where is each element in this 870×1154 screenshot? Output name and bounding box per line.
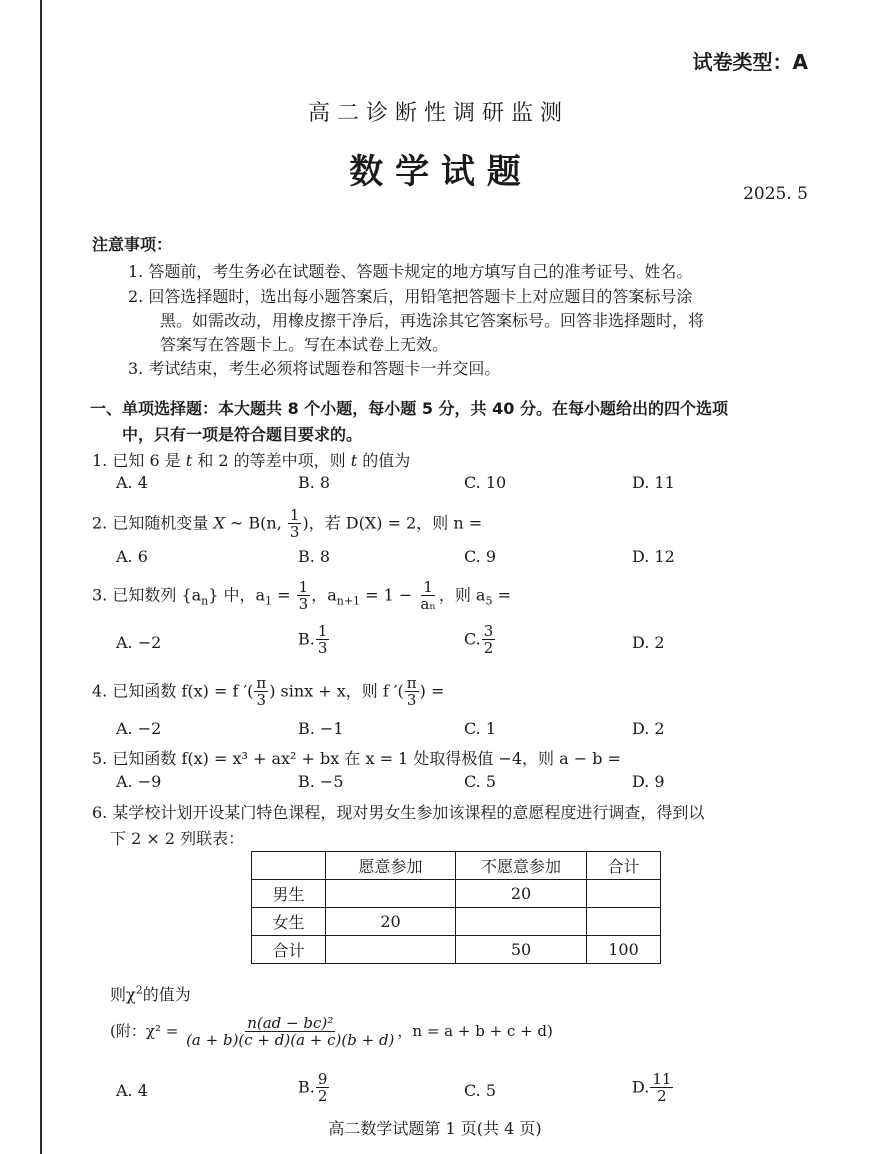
table-cell xyxy=(326,936,456,964)
table-row xyxy=(252,880,661,908)
exam-subtitle: 高 二 诊 断 性 调 研 监 测 xyxy=(308,101,562,126)
q6-stem-line-2: 下 2 × 2 列联表： xyxy=(110,829,245,848)
notice-heading: 注意事项： xyxy=(92,235,173,254)
q3-stem: 3. 已知数列 $\{a_n\}$ 中，$a_1$ = $\frac{1}{3}$ ，$a_{n+1} = 1$ − $\frac{1}{\text{aₙ}}$ ，则 $a_5$ = xyxy=(92,578,511,613)
q6-option-c: C. 5 xyxy=(464,1081,497,1100)
q6-chi-square-formula: (附：χ² = $\frac{\text{n(ad − bc)²}}{(a + b)(c + d)(a + c)(b + d)}$ ，n = a + b + c + d) xyxy=(110,1014,553,1049)
q2-option-a: A. 6 xyxy=(116,547,148,566)
q3-fraction-1: $\frac{1}{3}$ xyxy=(298,578,309,613)
q2-option-d: D. 12 xyxy=(632,547,675,566)
table-row xyxy=(252,936,661,964)
table-header-cell: 不愿意参加 xyxy=(456,852,587,880)
table-cell xyxy=(326,880,456,908)
section-1-heading-cont: 中，只有一项是符合题目要求的。 xyxy=(122,425,363,444)
q3-option-b: B. $\frac{1}{3}$ xyxy=(298,622,328,657)
table-header-row xyxy=(252,852,661,880)
table-cell: 女生 xyxy=(252,908,326,936)
table-cell: 20 xyxy=(456,880,587,908)
table-row xyxy=(252,908,661,936)
table-header-cell xyxy=(252,852,326,880)
q4-option-b: B. −1 xyxy=(298,719,344,738)
q3-option-a: A. −2 xyxy=(116,633,162,652)
q2-fraction: $\frac{1}{3}$ xyxy=(289,506,300,541)
exam-date: 2025. 5 xyxy=(743,184,808,204)
contingency-table xyxy=(251,851,661,964)
notice-item-1: 1. 答题前，考生务必在试题卷、答题卡规定的地方填写自己的准考证号、姓名。 xyxy=(128,262,693,281)
q5-stem: 5. 已知函数 f(x) = x³ + ax² + bx 在 x = 1 处取得极值 −4，则 a − b = xyxy=(92,749,621,768)
q3-fraction-2: $\frac{1}{\text{aₙ}}$ xyxy=(420,578,436,613)
q2-option-c: C. 9 xyxy=(464,547,497,566)
table-cell: 合计 xyxy=(252,936,326,964)
q6-option-a: A. 4 xyxy=(116,1081,148,1100)
table-cell: 50 xyxy=(456,936,587,964)
q5-option-b: B. −5 xyxy=(298,772,344,791)
table-header-cell: 合计 xyxy=(587,852,661,880)
table-cell xyxy=(587,908,661,936)
page-footer: 高二数学试题第 1 页(共 4 页) xyxy=(328,1119,542,1138)
section-1-heading: 一、单项选择题：本大题共 8 个小题，每小题 5 分，共 40 分。在每小题给出的四个选项 xyxy=(90,399,728,418)
q4-stem: 4. 已知函数 f(x) = f ′( $\frac{\pi}{3}$ ) sinx + x，则 f ′( $\frac{\pi}{3}$ ) = xyxy=(92,674,445,709)
table-cell: 男生 xyxy=(252,880,326,908)
q1-option-c: C. 10 xyxy=(464,473,507,492)
q6-option-d: D. $\frac{11}{2}$ xyxy=(632,1070,672,1105)
notice-item-2-cont-1: 黑。如需改动，用橡皮擦干净后，再选涂其它答案标号。回答非选择题时，将 xyxy=(160,311,705,330)
q1-option-a: A. 4 xyxy=(116,473,148,492)
q6-option-b: B. $\frac{9}{2}$ xyxy=(298,1070,328,1105)
table-cell xyxy=(587,880,661,908)
q4-option-d: D. 2 xyxy=(632,719,665,738)
table-cell: 100 xyxy=(587,936,661,964)
q5-option-a: A. −9 xyxy=(116,772,162,791)
notice-item-2: 2. 回答选择题时，选出每小题答案后，用铅笔把答题卡上对应题目的答案标号涂 xyxy=(128,287,693,306)
q6-ask: 则$\chi^2$的值为 xyxy=(110,983,191,1004)
q2-option-b: B. 8 xyxy=(298,547,331,566)
notice-item-3: 3. 考试结束，考生必须将试题卷和答题卡一并交回。 xyxy=(128,359,501,378)
paper-type: 试卷类型：A xyxy=(692,50,808,74)
q3-option-c: C. $\frac{3}{2}$ xyxy=(464,622,494,657)
q1-option-b: B. 8 xyxy=(298,473,331,492)
q3-option-d: D. 2 xyxy=(632,633,665,652)
table-cell: 20 xyxy=(326,908,456,936)
exam-title: 数 学 试 题 xyxy=(349,152,521,192)
q5-option-c: C. 5 xyxy=(464,772,497,791)
table-header-cell: 愿意参加 xyxy=(326,852,456,880)
q5-option-d: D. 9 xyxy=(632,772,665,791)
q4-option-a: A. −2 xyxy=(116,719,162,738)
table-cell xyxy=(456,908,587,936)
q4-option-c: C. 1 xyxy=(464,719,497,738)
q1-option-d: D. 11 xyxy=(632,473,675,492)
notice-item-2-cont-2: 答案写在答题卡上。写在本试卷上无效。 xyxy=(160,335,449,354)
q6-stem-line-1: 6. 某学校计划开设某门特色课程，现对男女生参加该课程的意愿程度进行调查，得到以 xyxy=(92,803,705,822)
q2-stem: 2. 已知随机变量 X ~ B(n, $\frac{1}{3}$ )，若 D(X) = 2，则 n = xyxy=(92,506,483,541)
q1-stem: 1. 已知 6 是 t 和 2 的等差中项，则 t 的值为 xyxy=(92,451,411,470)
